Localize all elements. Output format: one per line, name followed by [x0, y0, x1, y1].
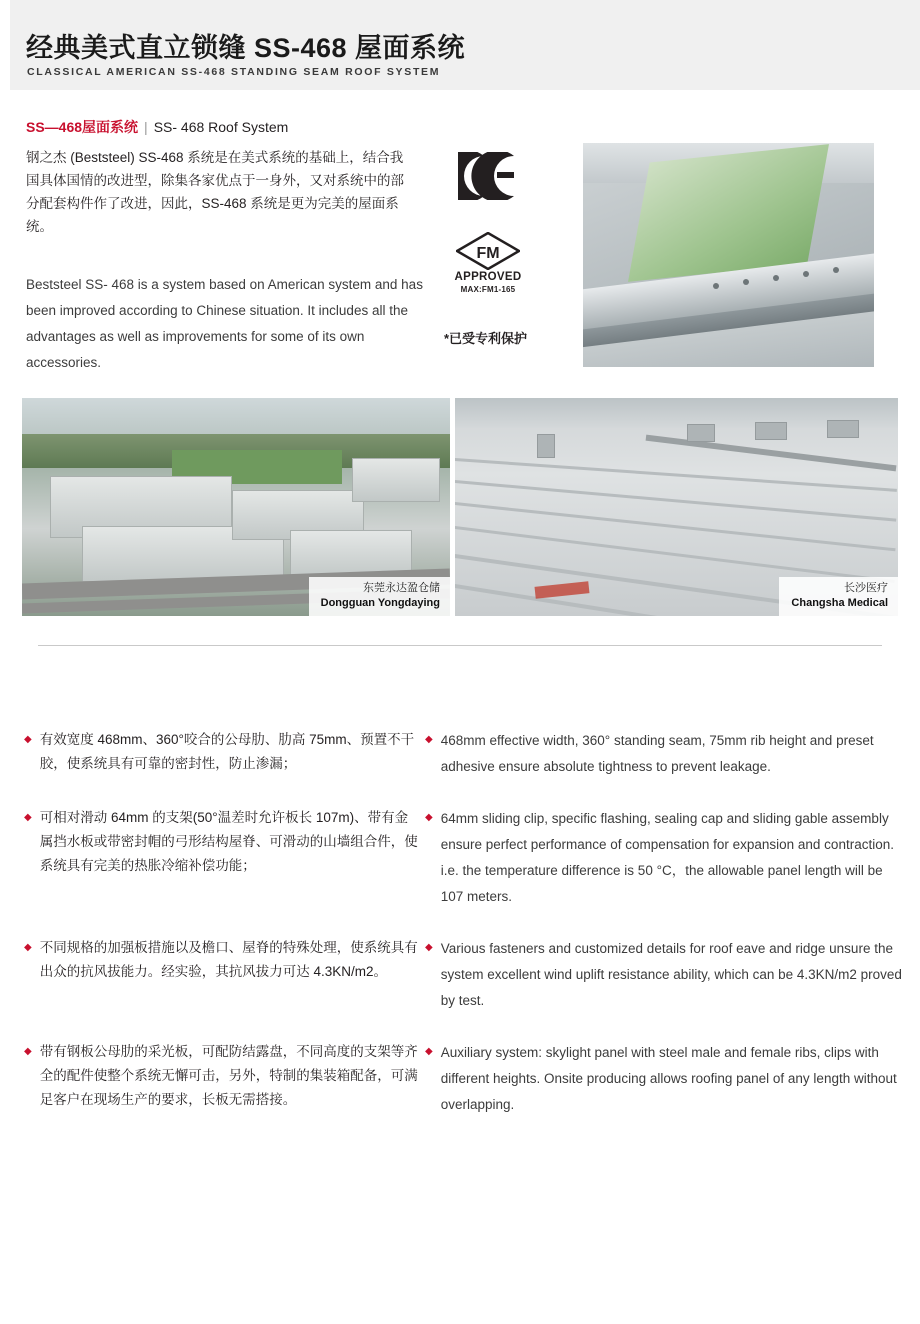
fm-diamond-icon — [456, 232, 520, 270]
diamond-bullet-icon: ◆ — [24, 1046, 32, 1057]
page-subtitle: CLASSICAL AMERICAN SS-468 STANDING SEAM ROOF SYSTEM — [27, 66, 441, 78]
feature-row — [0, 936, 920, 1014]
feature-item-en — [425, 728, 920, 780]
photo-roof-ridge — [646, 435, 897, 472]
intro-paragraph-cn: 钢之杰 (Beststeel) SS-468 系统是在美式系统的基础上，结合我国具体国情的改进型，除集各家优点于一身外，又对系统中的部分配套构件作了改进，因此，SS-468 系统是更为完美的屋面系统。 — [26, 150, 404, 234]
caption-cn: 长沙医疗 — [844, 582, 888, 594]
intro-paragraph-en: Beststeel SS- 468 is a system based on American system and has been improved according to Chinese situation. It includes all the advantages as well as improvements for some of its own accessories. — [26, 277, 423, 370]
feature-item-cn — [0, 1040, 425, 1118]
section-title-cn: SS—468屋面系统 — [26, 119, 139, 135]
page-title: 经典美式直立锁缝 SS-468 屋面系统 — [26, 33, 466, 63]
diamond-bullet-icon: ◆ — [425, 812, 433, 823]
photo-roof-detail — [583, 143, 874, 367]
feature-item-en — [425, 936, 920, 1014]
photo-roof-unit — [827, 420, 859, 438]
feature-item-en — [425, 1040, 920, 1118]
ce-mark-icon — [458, 152, 520, 200]
feature-text-cn: 有效宽度 468mm、360°咬合的公母肋、肋高 75mm、预置不干胶，使系统具有可靠的密封性，防止渗漏； — [39, 732, 415, 771]
photo-bolt — [803, 271, 809, 277]
caption-en: Changsha Medical — [791, 597, 888, 609]
diamond-bullet-icon: ◆ — [24, 734, 32, 745]
feature-item-en — [425, 806, 920, 910]
feature-row — [0, 1040, 920, 1118]
photo-roof-unit — [755, 422, 787, 440]
photo-roof-rib — [455, 502, 896, 551]
features-list — [0, 728, 920, 1144]
feature-text-en: Auxiliary system: skylight panel with steel male and female ribs, clips with different heights. Onsite producing allows roofing panel of any length without overlapping. — [440, 1045, 897, 1112]
section-title-en: SS- 468 Roof System — [153, 119, 289, 135]
photo-roof-vent — [537, 434, 555, 458]
fm-max-label: MAX:FM1-165 — [460, 285, 516, 294]
photo-roof-long-span — [455, 398, 898, 616]
diamond-bullet-icon: ◆ — [425, 734, 433, 745]
photo-bolt — [833, 267, 839, 273]
diamond-bullet-icon: ◆ — [24, 812, 32, 823]
photo-caption-aerial — [309, 577, 450, 616]
section-divider — [38, 645, 882, 646]
photo-bolt — [713, 283, 719, 289]
diamond-bullet-icon: ◆ — [24, 942, 32, 953]
photo-bolt — [743, 279, 749, 285]
feature-item-cn — [0, 728, 425, 780]
feature-item-cn — [0, 806, 425, 910]
feature-text-en: 64mm sliding clip, specific flashing, sealing cap and sliding gable assembly ensure perfect performance of compensation for expansion and contraction. i.e. the temperature difference is 50 °C，the allowable panel length will be 107 meters. — [440, 811, 894, 904]
page-header — [0, 0, 920, 90]
feature-item-cn — [0, 936, 425, 1014]
section-title-divider: | — [144, 119, 148, 135]
diamond-bullet-icon: ◆ — [425, 1046, 433, 1057]
feature-row — [0, 806, 920, 910]
caption-cn: 东莞永达盈仓储 — [363, 582, 440, 594]
feature-text-cn: 可相对滑动 64mm 的支架(50°温差时允许板长 107m)、带有金属挡水板或带密封帽的弓形结构屋脊、可滑动的山墙组合件，使系统具有完美的热胀冷缩补偿功能； — [39, 810, 418, 873]
photo-roof-unit — [687, 424, 715, 442]
photo-roof-rib — [455, 526, 895, 583]
photo-skylight-panel — [628, 144, 829, 282]
photo-aerial-factory — [22, 398, 450, 616]
fm-approved-label: APPROVED — [454, 271, 522, 283]
diamond-bullet-icon: ◆ — [425, 942, 433, 953]
feature-text-cn: 不同规格的加强板措施以及檐口、屋脊的特殊处理，使系统具有出众的抗风拔能力。经实验，其抗风拔力可达 4.3KN/m2。 — [39, 940, 418, 979]
section-title — [26, 117, 288, 137]
photo-bolt — [773, 275, 779, 281]
photo-red-marking — [535, 581, 590, 599]
fm-approved-mark — [448, 232, 528, 294]
svg-text:FM: FM — [476, 245, 500, 262]
photo-building-roof — [352, 458, 440, 502]
patent-note: *已受专利保护 — [444, 331, 528, 346]
photo-caption-roof-long — [779, 577, 898, 616]
feature-text-en: 468mm effective width, 360° standing seam, 75mm rib height and preset adhesive ensure absolute tightness to prevent leakage. — [440, 733, 874, 774]
caption-en: Dongguan Yongdaying — [320, 597, 440, 609]
feature-row — [0, 728, 920, 780]
feature-text-cn: 带有钢板公母肋的采光板，可配防结露盘，不同高度的支架等齐全的配件使整个系统无懈可击，另外，特制的集装箱配备，可满足客户在现场生产的要求，长板无需搭接。 — [39, 1044, 418, 1107]
header-accent-bar — [0, 0, 10, 90]
feature-text-en: Various fasteners and customized details for roof eave and ridge unsure the system excellent wind uplift resistance ability, which can be 4.3KN/m2 proved by test. — [440, 941, 902, 1008]
